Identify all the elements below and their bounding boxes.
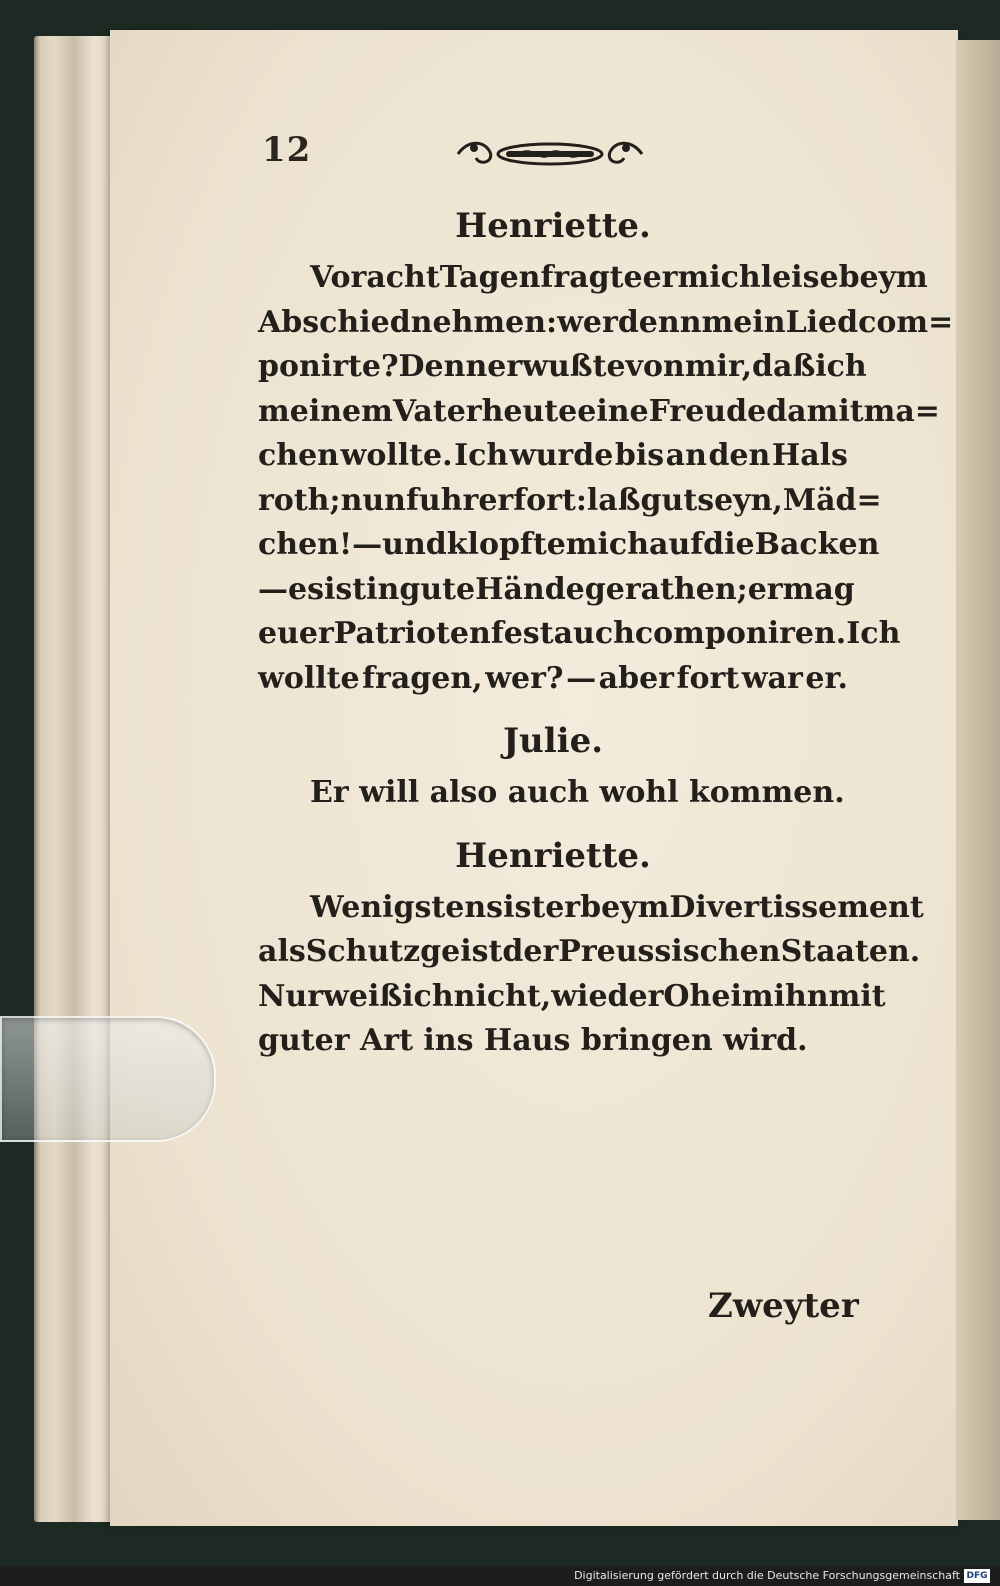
text-line: — es ist in gute Hände gerathen; er mag bbox=[258, 571, 855, 607]
scroll-ornament-icon bbox=[450, 134, 650, 174]
text-line: Abschiednehmen: wer denn mein Lied com= bbox=[258, 304, 954, 340]
text-line: Er will also auch wohl kommen. bbox=[310, 775, 845, 810]
text-line: Nur weiß ich nicht, wie der Oheim ihn mit bbox=[258, 978, 886, 1014]
text-line: Vor acht Tagen fragte er mich leise beym bbox=[310, 260, 928, 295]
text-line: als Schutzgeist der Preussischen Staaten. bbox=[258, 934, 921, 969]
dfg-logo: DFG bbox=[964, 1569, 990, 1583]
text-line: chen! — und klopfte mich auf die Backen bbox=[258, 527, 880, 562]
page-number: 12 bbox=[262, 130, 312, 170]
text-line: roth; nun fuhr er fort: laß gut seyn, Mäd= bbox=[258, 482, 882, 518]
glass-page-weight bbox=[0, 1016, 216, 1142]
facing-page-edge bbox=[956, 40, 1000, 1520]
digitization-credit: Digitalisierung gefördert durch die Deutsche Forschungsgemeinschaft bbox=[0, 1566, 1000, 1586]
text-line: ponirte? Denn er wußte von mir, daß ich bbox=[258, 349, 867, 384]
text-line: Wenigstens ist er beym Divertissement bbox=[310, 889, 924, 925]
text-line: wollte fragen, wer? — aber fort war er. bbox=[258, 660, 848, 696]
text-line: euer Patriotenfest auch componiren. Ich bbox=[258, 616, 901, 651]
text-line: guter Art ins Haus bringen wird. bbox=[258, 1023, 808, 1058]
speaker-name: Henriette. bbox=[455, 206, 651, 246]
speaker-name: Julie. bbox=[502, 721, 604, 761]
text-line: chen wollte. Ich wurde bis an den Hals bbox=[258, 438, 848, 473]
play-text bbox=[258, 196, 954, 1064]
catchword: Zweyter bbox=[708, 1286, 859, 1326]
speaker-name: Henriette. bbox=[455, 835, 651, 876]
text-line: meinem Vater heute eine Freude damit ma= bbox=[258, 393, 940, 429]
